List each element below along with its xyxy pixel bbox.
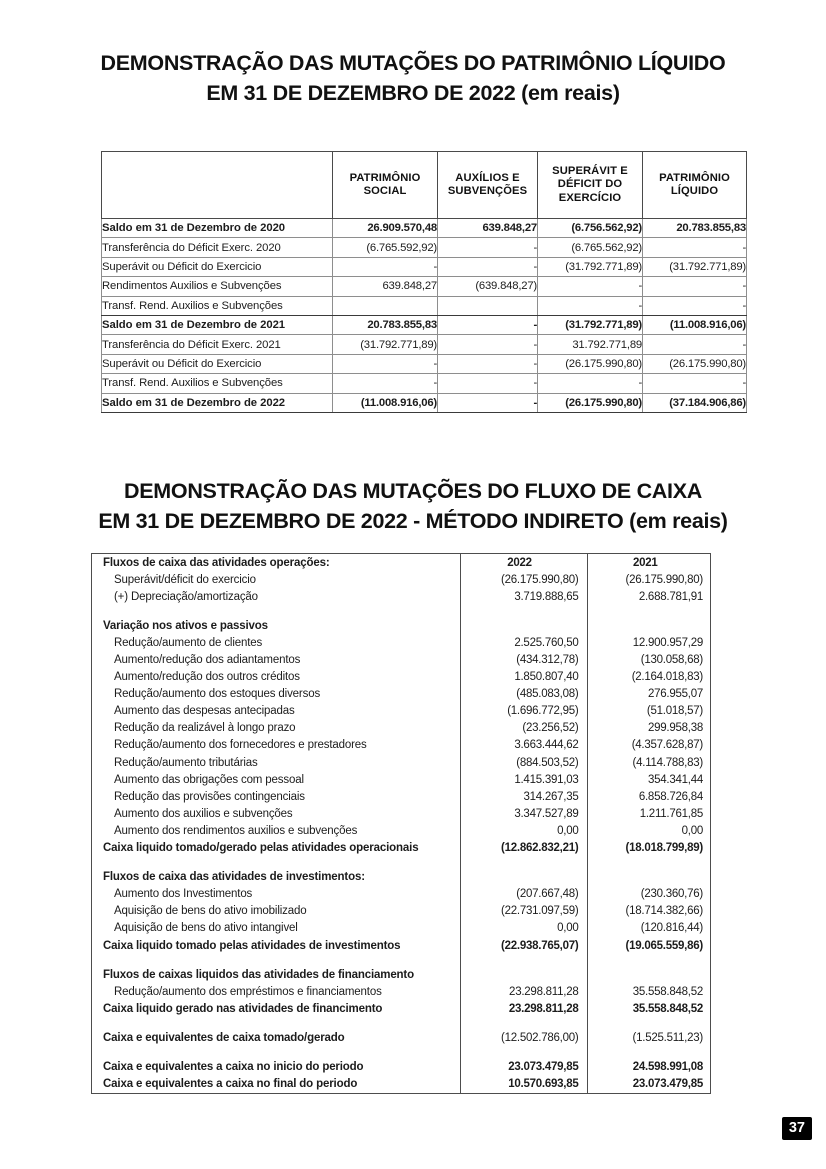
table-row [92,588,712,605]
table-row [102,374,747,393]
cell-value-2022: (26.175.990,80) [460,571,587,588]
cell-label [92,605,460,617]
cell-superavit-deficit: (6.765.562,92) [538,238,643,257]
cell-value-2021: (4.357.628,87) [587,737,712,754]
cell-patrimonio-social: 26.909.570,48 [333,219,438,238]
cell-patrimonio-liquido: (37.184.906,86) [643,393,747,412]
cell-patrimonio-social: - [333,354,438,373]
table-row [92,788,712,805]
cell-label [92,1017,460,1029]
cell-auxilios-subvencoes [438,296,538,315]
cell-label: Redução/aumento dos estoques diversos [114,688,321,701]
table-row [92,651,712,668]
cell-value-2021: (1.525.511,23) [587,1029,712,1046]
cell-value-2021: 12.900.957,29 [587,634,712,651]
table-row [92,805,712,822]
cell-value-2022: 1.415.391,03 [460,771,587,788]
cell-label: Redução das provisões contingenciais [114,790,305,803]
cell-patrimonio-social: (11.008.916,06) [333,393,438,412]
cell-patrimonio-liquido: (26.175.990,80) [643,354,747,373]
cell-value-2022: 23.073.479,85 [460,1058,587,1075]
header-text: AUXÍLIOS E [455,171,520,184]
cell-value-2022: (23.256,52) [460,720,587,737]
cell-value-2022: (207.667,48) [460,886,587,903]
cell-value-2021: 354.341,44 [587,771,712,788]
cashflow-title-line-2: EM 31 DE DEZEMBRO DE 2022 - MÉTODO INDIRETO (em reais) [98,509,728,533]
cell-value-2022: 3.347.527,89 [460,805,587,822]
cell-label: Superávit ou Déficit do Exercicio [102,257,333,276]
cell-value-2021: 6.858.726,84 [587,788,712,805]
cell-superavit-deficit: (6.756.562,92) [538,219,643,238]
header-cell-auxilios-subvencoes [438,152,538,219]
cashflow-title-line-1: DEMONSTRAÇÃO DAS MUTAÇÕES DO FLUXO DE CAIXA [124,479,702,503]
cell-label: Caixa liquido gerado nas atividades de financimento [103,1002,383,1015]
cell-patrimonio-social: (31.792.771,89) [333,335,438,354]
cell-value-2022: 3.663.444,62 [460,737,587,754]
cell-value-2021: (51.018,57) [587,703,712,720]
cell-auxilios-subvencoes: - [438,315,538,334]
table-row [102,393,747,412]
cell-value-2021: (18.018.799,89) [587,840,712,857]
cell-value-2022 [460,857,587,869]
table-row [102,315,747,334]
cell-value-2021 [587,857,712,869]
equity-table-header [102,152,747,219]
header-text: LÍQUIDO [670,185,719,197]
cell-patrimonio-liquido: (11.008.916,06) [643,315,747,334]
cell-value-2022: (22.938.765,07) [460,937,587,954]
cell-label: Aumento dos auxilios e subvenções [114,807,293,820]
cell-patrimonio-liquido: - [643,335,747,354]
cell-value-2022: 0,00 [460,920,587,937]
cell-value-2022: (485.083,08) [460,686,587,703]
header-text: PATRIMÔNIO [349,171,421,184]
equity-title-line-2: EM 31 DE DEZEMBRO DE 2022 (em reais) [206,81,620,105]
table-row [92,669,712,686]
table-row [92,571,712,588]
equity-title-line-1: DEMONSTRAÇÃO DAS MUTAÇÕES DO PATRIMÔNIO LÍQUIDO [100,51,726,75]
cell-label: Saldo em 31 de Dezembro de 2022 [102,393,333,412]
cell-value-2022: 314.267,35 [460,788,587,805]
cell-value-2021: 2.688.781,91 [587,588,712,605]
cashflow-statement-table [92,554,712,1093]
cell-label: Caixa e equivalentes a caixa no final do periodo [103,1078,358,1091]
table-row [102,219,747,238]
cell-label: Redução/aumento de clientes [114,636,263,649]
cell-label: Variação nos ativos e passivos [103,619,268,632]
cell-value-2021: (4.114.788,83) [587,754,712,771]
cell-value-2021 [587,617,712,634]
cell-value-2021: (2.164.018,83) [587,669,712,686]
header-cell-superavit-deficit [538,152,643,219]
table-row [92,737,712,754]
cell-value-2021 [587,869,712,886]
cell-label [92,954,460,966]
header-text: PATRIMÔNIO [659,171,730,184]
table-row [92,983,712,1000]
cell-label: Redução/aumento dos fornecedores e prestadores [114,739,367,752]
cell-value-2021 [587,966,712,983]
table-row [92,703,712,720]
cell-value-2021 [587,1046,712,1058]
cell-value-2022: 2022 [460,554,587,571]
cell-value-2021: 299.958,38 [587,720,712,737]
cell-label [92,857,460,869]
cell-auxilios-subvencoes: - [438,257,538,276]
cell-value-2021: 24.598.991,08 [587,1058,712,1075]
cell-value-2022: (884.503,52) [460,754,587,771]
cell-auxilios-subvencoes: 639.848,27 [438,219,538,238]
table-row [92,920,712,937]
cell-value-2021: 23.073.479,85 [587,1076,712,1093]
cell-label: Superávit ou Déficit do Exercicio [102,354,333,373]
header-text: DÉFICIT DO [557,178,623,191]
cell-label: Caixa liquido tomado pelas atividades de investimentos [103,939,401,952]
cell-auxilios-subvencoes: - [438,354,538,373]
cell-value-2021 [587,1017,712,1029]
cell-label: (+) Depreciação/amortização [114,590,258,603]
cell-label: Saldo em 31 de Dezembro de 2020 [102,219,333,238]
cell-label: Aquisição de bens do ativo intangivel [114,922,298,935]
table-row [92,869,712,886]
table-spacer-row [92,1046,712,1058]
cell-label: Rendimentos Auxilios e Subvenções [102,277,333,296]
equity-statement-title [0,48,826,108]
cell-value-2022: (12.502.786,00) [460,1029,587,1046]
cashflow-table-body [92,554,712,1093]
cell-patrimonio-social: - [333,257,438,276]
cell-value-2021: 2021 [587,554,712,571]
table-row [92,1058,712,1075]
table-spacer-row [92,857,712,869]
table-spacer-row [92,954,712,966]
table-row [102,238,747,257]
cell-value-2022: 2.525.760,50 [460,634,587,651]
cell-patrimonio-social: (6.765.592,92) [333,238,438,257]
cell-label: Transf. Rend. Auxilios e Subvenções [102,374,333,393]
cell-patrimonio-liquido: - [643,238,747,257]
cell-label: Transferência do Déficit Exerc. 2020 [102,238,333,257]
table-row [102,296,747,315]
cashflow-statement-table-container [91,553,711,1094]
cell-value-2022 [460,1017,587,1029]
cell-label: Caixa liquido tomado/gerado pelas atividades operacionais [103,842,419,855]
equity-statement-table-container [101,151,746,413]
cell-value-2021: (120.816,44) [587,920,712,937]
cell-patrimonio-social [333,296,438,315]
cell-label [92,1046,460,1058]
cell-label: Redução da realizável à longo prazo [114,722,296,735]
table-row [92,754,712,771]
cell-value-2022 [460,954,587,966]
header-text: SUPERÁVIT E [552,164,628,177]
cell-value-2022: 0,00 [460,822,587,839]
cell-label: Transf. Rend. Auxilios e Subvenções [102,296,333,315]
cell-value-2021: 1.211.761,85 [587,805,712,822]
table-row [92,634,712,651]
cell-label: Aumento/redução dos adiantamentos [114,654,301,667]
cell-label: Fluxos de caixa das atividades de investimentos: [103,871,365,884]
table-row [92,903,712,920]
cell-label: Aumento das obrigações com pessoal [114,773,304,786]
cell-superavit-deficit: (26.175.990,80) [538,354,643,373]
cell-label: Superávit/déficit do exercicio [114,573,256,586]
header-text: EXERCÍCIO [558,191,622,204]
table-row [92,1029,712,1046]
cell-patrimonio-liquido: - [643,296,747,315]
cell-value-2021: 276.955,07 [587,686,712,703]
cashflow-statement-title [0,476,826,536]
table-row [92,617,712,634]
cell-superavit-deficit: (26.175.990,80) [538,393,643,412]
cell-label: Caixa e equivalentes de caixa tomado/gerado [103,1031,345,1044]
cell-value-2021: (26.175.990,80) [587,571,712,588]
table-row [102,277,747,296]
cell-patrimonio-liquido: - [643,277,747,296]
cell-patrimonio-liquido: (31.792.771,89) [643,257,747,276]
cell-value-2021: 35.558.848,52 [587,1000,712,1017]
table-row [92,886,712,903]
equity-table-body [102,219,747,413]
cell-value-2021 [587,605,712,617]
cell-label: Fluxos de caixa das atividades operações: [103,556,330,569]
cell-patrimonio-liquido: 20.783.855,83 [643,219,747,238]
cell-label: Aumento dos Investimentos [114,888,253,901]
cell-superavit-deficit: - [538,374,643,393]
cell-value-2022 [460,1046,587,1058]
cell-label: Aumento dos rendimentos auxilios e subvenções [114,824,358,837]
table-row [102,354,747,373]
equity-statement-table [101,151,747,413]
cell-value-2021: (230.360,76) [587,886,712,903]
cell-value-2021: 0,00 [587,822,712,839]
header-cell-blank [102,152,333,219]
cell-value-2022 [460,617,587,634]
cell-value-2021: (130.058,68) [587,651,712,668]
cell-superavit-deficit: 31.792.771,89 [538,335,643,354]
cell-label: Saldo em 31 de Dezembro de 2021 [102,315,333,334]
cell-value-2021: (19.065.559,86) [587,937,712,954]
cell-superavit-deficit: (31.792.771,89) [538,257,643,276]
table-row [92,686,712,703]
table-spacer-row [92,1017,712,1029]
table-spacer-row [92,605,712,617]
cell-patrimonio-social: 20.783.855,83 [333,315,438,334]
cell-label: Transferência do Déficit Exerc. 2021 [102,335,333,354]
cell-auxilios-subvencoes: - [438,238,538,257]
table-row [92,554,712,571]
cell-label: Aumento das despesas antecipadas [114,705,295,718]
cell-value-2021: (18.714.382,66) [587,903,712,920]
table-row [92,1076,712,1093]
table-row [92,840,712,857]
table-row [102,335,747,354]
table-row [92,966,712,983]
cell-superavit-deficit: - [538,296,643,315]
cell-label: Aumento/redução dos outros créditos [114,671,300,684]
cell-superavit-deficit: (31.792.771,89) [538,315,643,334]
cell-value-2022: 10.570.693,85 [460,1076,587,1093]
cell-auxilios-subvencoes: - [438,374,538,393]
cell-value-2022: 1.850.807,40 [460,669,587,686]
header-cell-patrimonio-social [333,152,438,219]
cell-value-2022: (22.731.097,59) [460,903,587,920]
cell-label: Fluxos de caixas liquidos das atividades de financiamento [103,968,414,981]
table-row [92,720,712,737]
table-row [92,822,712,839]
cell-label: Redução/aumento tributárias [114,756,258,769]
cell-value-2022: 23.298.811,28 [460,983,587,1000]
table-row [92,771,712,788]
header-cell-patrimonio-liquido [643,152,747,219]
cell-value-2022: (12.862.832,21) [460,840,587,857]
cell-label: Redução/aumento dos empréstimos e financiamentos [114,985,382,998]
table-row [92,937,712,954]
cell-value-2022 [460,966,587,983]
cell-value-2021: 35.558.848,52 [587,983,712,1000]
table-row [92,1000,712,1017]
cell-superavit-deficit: - [538,277,643,296]
header-text: SOCIAL [363,185,407,197]
cell-value-2021 [587,954,712,966]
cell-patrimonio-social: - [333,374,438,393]
cell-value-2022: 3.719.888,65 [460,588,587,605]
cell-value-2022: (434.312,78) [460,651,587,668]
cell-value-2022: 23.298.811,28 [460,1000,587,1017]
header-text: SUBVENÇÕES [447,185,528,197]
cell-patrimonio-social: 639.848,27 [333,277,438,296]
table-row [102,257,747,276]
cell-patrimonio-liquido: - [643,374,747,393]
cell-value-2022 [460,605,587,617]
cell-auxilios-subvencoes: - [438,393,538,412]
cell-value-2022 [460,869,587,886]
cell-label: Caixa e equivalentes a caixa no inicio do periodo [103,1060,364,1073]
table-header-row [102,152,747,219]
cell-label: Aquisição de bens do ativo imobilizado [114,905,307,918]
cell-value-2022: (1.696.772,95) [460,703,587,720]
page-number-badge: 37 [782,1117,812,1141]
cell-auxilios-subvencoes: (639.848,27) [438,277,538,296]
cell-auxilios-subvencoes: - [438,335,538,354]
